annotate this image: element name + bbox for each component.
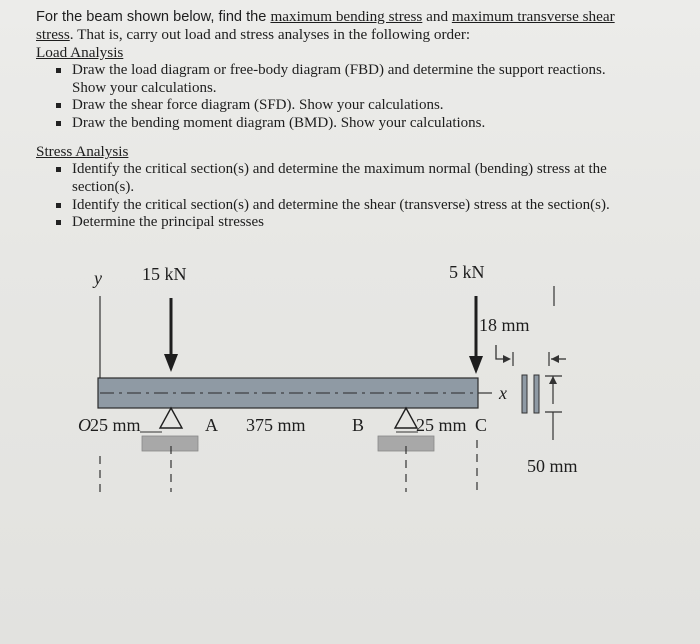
intro-and: and [422, 8, 452, 25]
cross-section [522, 375, 539, 413]
stress-item-1-line1: Identify the critical section(s) and determine the maximum normal (bending) stress at the [72, 161, 607, 178]
support-a [142, 408, 198, 451]
point-b-label: B [352, 415, 365, 435]
intro-stress: stress [36, 26, 70, 43]
x-axis-label: x [499, 383, 507, 403]
load-left-arrow [164, 298, 178, 372]
load-analysis-heading: Load Analysis [36, 44, 124, 61]
stress-analysis-heading: Stress Analysis [36, 143, 129, 161]
stress-item-1-line2: section(s). [72, 178, 135, 195]
intro-max-bending: maximum bending stress [270, 8, 423, 25]
load-left-label: 15 kN [142, 264, 187, 284]
load-right-arrow [469, 296, 483, 374]
origin-label: O [78, 415, 91, 435]
intro-line1-start: For the beam shown below, find the [36, 9, 271, 25]
dim-middle-label: 375 mm [246, 415, 306, 435]
dim-left-label: 25 mm [90, 415, 141, 435]
intro-line2-rest: . That is, carry out load and stress analyses in the following order: [69, 26, 471, 43]
load-right-label: 5 kN [449, 262, 485, 282]
point-c-label: C [475, 415, 488, 435]
load-item-2: Draw the shear force diagram (SFD). Show your calculations. [72, 97, 444, 114]
dim-right-label: 25 mm [416, 415, 467, 435]
width-dimension-arrows [496, 345, 566, 366]
load-item-1-line1: Draw the load diagram or free-body diagram (FBD) and determine the support reactions. [72, 62, 606, 78]
height-dimension [545, 376, 562, 440]
load-item-1-line2: Show your calculations. [72, 79, 217, 96]
stress-item-2: Identify the critical section(s) and determine the shear (transverse) stress at the section(s). [72, 196, 610, 213]
intro-max-shear: maximum transverse shear [451, 8, 615, 25]
dim-width-label: 18 mm [479, 315, 530, 335]
load-item-3: Draw the bending moment diagram (BMD). Show your calculations. [72, 114, 486, 131]
point-a-label: A [205, 415, 218, 435]
y-axis-label: y [94, 268, 102, 288]
stress-item-3: Determine the principal stresses [72, 214, 265, 231]
dim-height-label: 50 mm [527, 456, 578, 476]
